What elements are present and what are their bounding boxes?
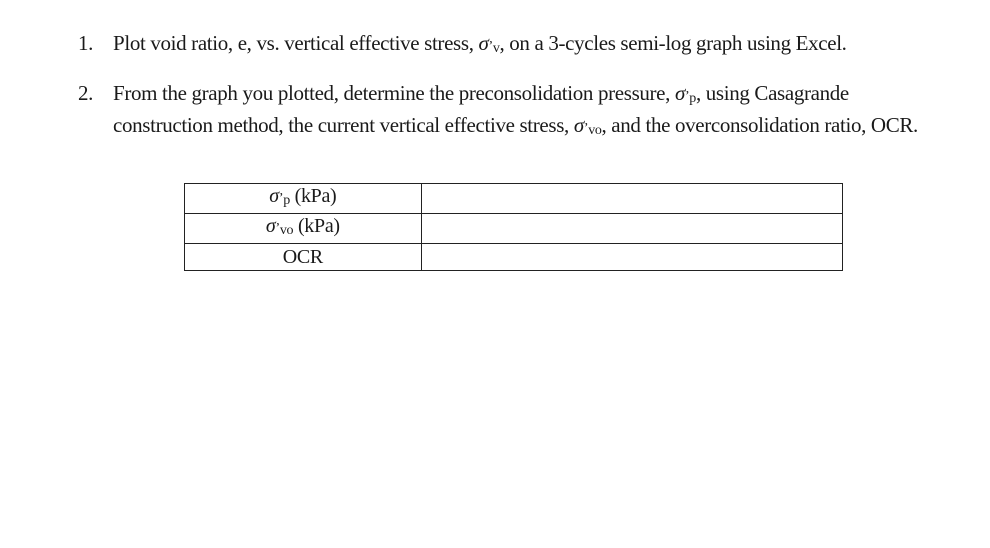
prime-mark: ’: [278, 191, 284, 206]
answer-cell-preconsolidation[interactable]: [421, 184, 842, 214]
table-row-preconsolidation: [185, 184, 843, 214]
question-1-number: 1.: [78, 31, 94, 55]
prime-mark: ’: [275, 221, 280, 236]
row-label-preconsolidation: [185, 184, 422, 214]
question-1-text-end: , on a 3-cycles semi-log graph using Excel.: [499, 31, 847, 55]
sigma-symbol: σ: [265, 215, 276, 237]
prime-mark: ’: [684, 89, 690, 104]
prime-mark: ’: [488, 39, 493, 54]
question-1-text-start: Plot void ratio, e, vs. vertical effective stress,: [113, 31, 479, 55]
subscript-vo: vo: [279, 223, 294, 238]
results-table: [184, 183, 843, 271]
row-label-ocr: OCR: [185, 244, 422, 271]
table-row-current-stress: [185, 214, 843, 244]
question-1-text: [113, 30, 943, 62]
question-2-text: [113, 80, 943, 144]
question-2-number: 2.: [78, 81, 94, 105]
subscript-vo: vo: [588, 123, 602, 138]
sigma-symbol: σ: [478, 31, 489, 55]
unit-label: (kPa): [293, 215, 340, 237]
table-row-ocr: [185, 244, 843, 271]
question-2-text-part-3: , and the overconsolidation ratio, OCR.: [601, 113, 918, 137]
sigma-symbol: σ: [269, 185, 279, 207]
question-2-text-part-2: , using Casagrande construction method, the current vertical effective stress,: [113, 81, 849, 137]
subscript-p: p: [689, 91, 696, 106]
question-2-text-part-1: From the graph you plotted, determine the preconsolidation pressure,: [113, 81, 675, 105]
subscript-v: v: [492, 41, 500, 56]
answer-cell-current-stress[interactable]: [421, 214, 842, 244]
unit-label: (kPa): [289, 185, 337, 207]
answer-cell-ocr[interactable]: [421, 244, 842, 271]
sigma-symbol: σ: [573, 113, 584, 137]
prime-mark: ’: [583, 121, 589, 136]
sigma-symbol: σ: [674, 81, 685, 105]
row-label-current-stress: [185, 214, 422, 244]
subscript-p: p: [283, 193, 290, 208]
